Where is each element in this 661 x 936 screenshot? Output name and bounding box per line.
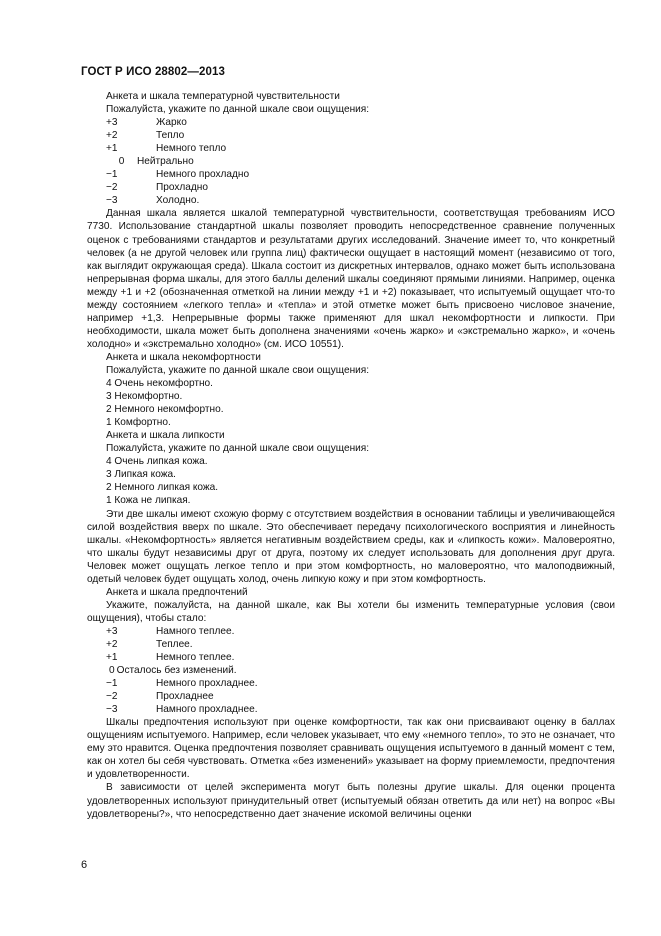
scale-value: +3 <box>106 625 118 637</box>
scale-value: −2 <box>106 691 118 703</box>
scale-value: −1 <box>106 678 118 690</box>
section-title: Анкета и шкала предпочтений <box>106 586 248 598</box>
scale-value: +2 <box>106 638 118 650</box>
scale-value: +1 <box>106 652 118 664</box>
body-paragraph: Эти две шкалы имеют схожую форму с отсутствием воздействия в основании таблицы и увеличивающейся силой воздействия вверх по шкале. Это обеспечивает передачу психологического восприятия и линейность шкалы. «Некомфортность» является негативным воздействием среды, как и «липкость кожи». Маловероятно, что шкалы будут независимы друг от друга, поэтому их следует использовать для дополнения друг друга. Человек может ощущать легкое тепло и при этом комфортность, но маловероятно, что малоподвижный, одетый человек будет ощущать холод, очень липкую кожу и при этом комфортность. <box>87 508 615 585</box>
scale-row <box>87 677 615 690</box>
scale-label: Немного тепло <box>156 143 227 155</box>
scale-row <box>87 181 615 194</box>
prompt-text: Пожалуйста, укажите по данной шкале свои ощущения: <box>106 104 370 116</box>
scale-label: Теплее. <box>156 638 193 650</box>
scale-row <box>87 690 615 703</box>
scale-label: Жарко <box>156 117 187 129</box>
section-title: Анкета и шкала некомфортности <box>106 351 261 363</box>
scale-value: −3 <box>106 704 118 716</box>
scale-row <box>87 651 615 664</box>
page-number: 6 <box>81 859 88 871</box>
scale-label: Намного прохладнее. <box>156 704 258 716</box>
body-paragraph: В зависимости от целей эксперимента могут быть полезны другие шкалы. Для оценки процента удовлетворенных используют принудительный ответ (испытуемый обязан ответить да или нет) на вопрос «Вы удовлетворены?», что непосредственно дает значение искомой величины оценки <box>87 782 615 820</box>
scale-label: Осталось без изменений. <box>116 665 237 677</box>
list-item: 3 Некомфортно. <box>106 391 183 403</box>
scale-value: +3 <box>106 117 118 129</box>
scale-row <box>87 664 615 677</box>
scale-value: +1 <box>106 143 118 155</box>
list-item: 3 Липкая кожа. <box>106 469 176 481</box>
scale-value: −3 <box>106 195 118 207</box>
scale-label: Холодно. <box>156 195 200 207</box>
scale-label: Намного теплее. <box>156 625 235 637</box>
scale-row <box>87 155 615 168</box>
scale-row <box>87 116 615 129</box>
scale-row <box>87 168 615 181</box>
prompt-text: Укажите, пожалуйста, на данной шкале, как Вы хотели бы изменить температурные условия (свои ощущения), чтобы стало: <box>87 599 615 624</box>
scale-label: Немного прохладно <box>156 169 250 181</box>
scale-row <box>87 129 615 142</box>
body-paragraph: Шкалы предпочтения используют при оценке комфортности, так как они присваивают оценку в баллах ощущениям испытуемого. Например, если человек указывает, что ему «немного тепло», то это не означает, что ему это нравится. Оценка предпочтения позволяет сравнивать ощущения испытуемого в данный момент с тем, как он хотел бы себя чувствовать. Отметка «без изменений» указывает на форму приемлемости, предпочтения и удовлетворенности. <box>87 717 615 781</box>
scale-label: Тепло <box>156 130 185 142</box>
section-title: Анкета и шкала температурной чувствительности <box>106 91 340 102</box>
list-item: 2 Немного некомфортно. <box>106 404 224 416</box>
scale-row <box>87 194 615 207</box>
scale-label: Нейтрально <box>137 156 194 168</box>
scale-value: +2 <box>106 130 118 142</box>
list-item: 1 Комфортно. <box>106 417 171 429</box>
scale-label: Немного прохладнее. <box>156 678 258 690</box>
list-item: 4 Очень некомфортно. <box>106 378 213 390</box>
page-content <box>87 90 615 821</box>
scale-label: Прохладно <box>156 182 208 194</box>
scale-row <box>87 703 615 716</box>
scale-value: −2 <box>106 182 118 194</box>
scale-value: −1 <box>106 169 118 181</box>
list-item: 4 Очень липкая кожа. <box>106 456 208 468</box>
scale-label: Прохладнее <box>156 691 214 703</box>
scale-row <box>87 625 615 638</box>
scale-label: Немного теплее. <box>156 652 235 664</box>
prompt-text: Пожалуйста, укажите по данной шкале свои ощущения: <box>106 364 370 376</box>
scale-row <box>87 638 615 651</box>
scale-row <box>87 142 615 155</box>
document-header: ГОСТ Р ИСО 28802—2013 <box>81 66 226 78</box>
list-item: 2 Немного липкая кожа. <box>106 482 219 494</box>
scale-value: 0 <box>118 156 125 168</box>
prompt-text: Пожалуйста, укажите по данной шкале свои ощущения: <box>106 443 370 455</box>
body-paragraph: Данная шкала является шкалой температурной чувствительности, соответствущая требованиям ИСО 7730. Использование стандартной шкалы позволяет проводить непосредственное сравнение полученных оценок с требованиями стандартов и результатами других исследований. Значение имеет то, что конкретный человек (а не другой человек или группа лиц) фактически ощущает в настоящий момент (независимо от того, как выглядит окружающая среда). Шкала состоит из дискретных интервалов, однако может быть использована непрерывная форма шкалы, для этого баллы делений шкалы соединяют прямыми линиями. Например, оценка между +1 и +2 (обозначенная отметкой на линии между +1 и +2) показывает, что испытуемый ощущает что-то между состоянием «легкого тепла» и «тепла» и этой отметке может быть присвоено числовое значение, например +1,3. Непрерывные формы также применяют для шкал некомфортности и липкости. При необходимости, шкала может быть дополнена значениями «очень жарко» и «экстремально жарко», и «очень холодно» и «экстремально холодно» (см. ИСО 10551). <box>87 208 615 350</box>
list-item: 1 Кожа не липкая. <box>106 495 191 507</box>
scale-value: 0 <box>109 665 115 677</box>
section-title: Анкета и шкала липкости <box>106 430 225 442</box>
